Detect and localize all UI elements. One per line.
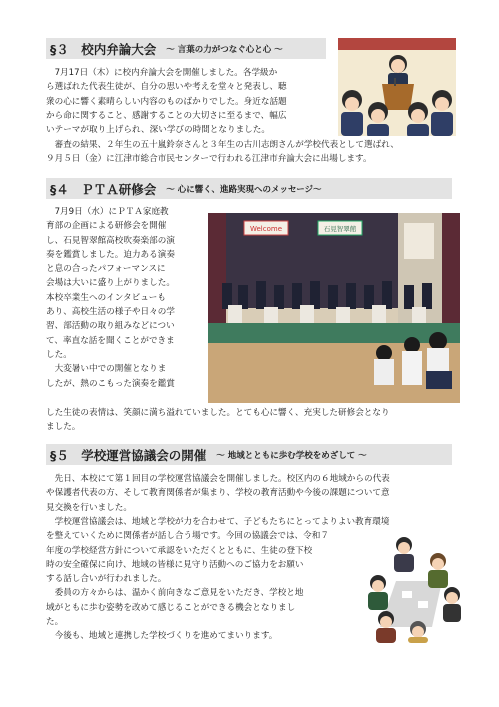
section-4-subtitle: ～ 心に響く、進路実現へのメッセージ～ [166,184,322,195]
text-line: や保護者代表の方、そして教育関係者が集まり、学校の教育活動や今後の課題について意 [46,488,390,499]
section-3-header [46,38,326,59]
text-line: する話し合いが行われました。 [46,574,167,585]
text-line: 審査の結果、２年生の五十嵐鈴奈さんと３年生の古川志朗さんが学校代表として選ばれ、 [46,140,399,150]
text-line: 学校運営協議会は、地域と学校が力を合わせて、子どもたちにとってよりよい教育環境 [46,516,390,527]
section-4-title: §４ ＰＴＡ研修会 [50,181,157,197]
section-3-subtitle: ～ 言葉の力がつなぐ心と心 ～ [166,44,283,55]
section-3-title: §３ 校内弁論大会 [50,41,157,57]
section-4-body [46,205,206,391]
section-5-body [46,472,461,543]
text-line: 衆の心に響く素晴らしい内容のものばかりでした。身近な話題 [46,96,287,107]
section-5-subtitle: ～ 地域とともに歩む学校をめざして ～ [216,450,367,461]
text-line: 大変暑い中での開催となりま [46,364,167,375]
text-line: ら選ばれた代表生徒が、自分の思いや考えを堂々と発表し、聴 [46,82,287,93]
text-line: 7月17日（木）に校内弁論大会を開催しました。各学級か [46,68,278,78]
section-5-header [46,444,452,465]
text-line: と息の合ったパフォーマンスに [46,264,166,275]
banner-welcome: Welcome [249,225,283,233]
text-line: した生徒の表情は、笑顔に満ち溢れていました。とても心に響く、充実した研修会となり [46,408,390,418]
section-3-body-full [46,138,456,167]
text-line: た。 [46,616,64,627]
text-line: し、石見智翠館高校吹奏楽部の演 [46,235,175,246]
text-line: 7月9日（水）にＰＴＡ家庭教 [46,207,169,217]
text-line: したが、熱のこもった演奏を鑑賞 [46,378,175,389]
section-5-body-narrow [46,544,366,644]
text-line: から命に関すること、感謝することの大切さに至るまで、幅広 [46,110,287,121]
text-line: 本校卒業生へのインタビューも [46,292,166,303]
text-line: て、率直な話を聞くことができま [46,335,175,346]
section-4-body-full [46,406,456,435]
banner-school: 石見智翠館 [323,225,357,233]
speech-contest-illustration [338,38,456,136]
text-line: あり、高校生活の様子や日々の学 [46,307,175,318]
text-line: 域がともに歩む姿勢を改めて感じることができる機会となりまし [46,602,296,613]
text-line: ９月５日（金）に江津市総合市民センターで行われる江津市弁論大会に出場します。 [46,154,372,165]
brass-band-photo [208,213,460,403]
section-3-body [46,66,336,137]
section-4-header [46,178,452,199]
meeting-illustration [366,535,462,643]
text-line: 見交換を行いました。 [46,502,132,513]
text-line: 今後も、地域と連携した学校づくりを進めてまいります。 [46,631,278,642]
text-line: 年度の学校経営方針について承認をいただくとともに、生徒の登下校 [46,545,313,556]
text-line: 先日、本校にて第１回目の学校運営協議会を開催しました。校区内の６地域からの代表 [46,474,390,484]
text-line: 委員の方々からは、温かく前向きなご意見をいただき、学校と地 [46,588,304,599]
text-line: ました。 [46,422,81,433]
text-line: 会場は大いに盛り上がりました。 [46,278,175,289]
text-line: 時の安全確保に向け、地域の皆様に見守り活動へのご協力をお願い [46,559,304,570]
text-line: いテーマが取り上げられ、深い学びの時間となりました。 [46,125,270,136]
text-line: 習、部活動の取り組みなどについ [46,321,175,332]
text-line: を整えていくために関係者が話し合う場です。今回の協議会では、令和７ [46,531,329,542]
text-line: した。 [46,349,72,360]
text-line: 育部の企画による研修会を開催 [46,221,167,232]
text-line: 奏を鑑賞しました。迫力ある演奏 [46,249,175,260]
section-5-title: §５ 学校運営協議会の開催 [50,447,207,463]
